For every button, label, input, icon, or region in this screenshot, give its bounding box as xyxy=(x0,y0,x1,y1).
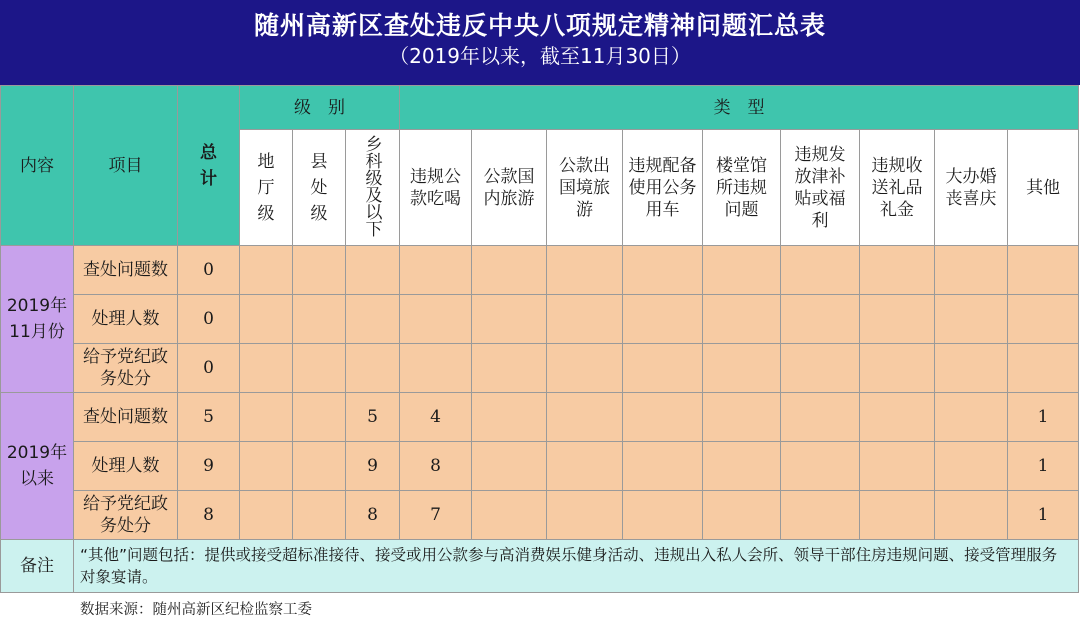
type-cell xyxy=(400,295,472,344)
row-item-label: 给予党纪政务处分 xyxy=(74,344,178,393)
header-type: 公款国内旅游 xyxy=(472,130,547,246)
header-type: 违规公款吃喝 xyxy=(400,130,472,246)
level-cell xyxy=(346,295,400,344)
type-cell: 8 xyxy=(400,442,472,491)
header-level-group: 级 别 xyxy=(240,86,400,130)
table-row xyxy=(1,295,1079,344)
type-cell xyxy=(623,491,703,540)
table-body xyxy=(1,246,1079,540)
header-type: 楼堂馆所违规问题 xyxy=(703,130,781,246)
group-label: 2019年以来 xyxy=(1,393,74,540)
table-row xyxy=(1,442,1079,491)
type-cell xyxy=(781,246,860,295)
level-cell xyxy=(240,246,293,295)
type-cell: 1 xyxy=(1008,393,1079,442)
type-cell xyxy=(935,295,1008,344)
total-cell: 0 xyxy=(178,344,240,393)
type-cell: 7 xyxy=(400,491,472,540)
type-cell xyxy=(781,344,860,393)
level-cell: 5 xyxy=(346,393,400,442)
type-cell xyxy=(400,246,472,295)
table-title: 随州高新区查处违反中央八项规定精神问题汇总表 xyxy=(253,11,826,40)
type-cell xyxy=(547,295,623,344)
type-cell xyxy=(472,344,547,393)
total-cell: 8 xyxy=(178,491,240,540)
table-row xyxy=(1,246,1079,295)
row-item-label: 处理人数 xyxy=(74,295,178,344)
table-row xyxy=(1,491,1079,540)
type-cell xyxy=(400,344,472,393)
note-text: “其他”问题包括：提供或接受超标准接待、接受或用公款参与高消费娱乐健身活动、违规出入私人会所、领导干部住房违规问题、接受管理服务对象宴请。 xyxy=(74,540,1079,593)
type-cell xyxy=(623,344,703,393)
level-cell: 8 xyxy=(346,491,400,540)
row-item-label: 查处问题数 xyxy=(74,393,178,442)
row-item-label: 给予党纪政务处分 xyxy=(74,491,178,540)
type-cell xyxy=(860,491,935,540)
header-level: 地厅级 xyxy=(240,130,293,246)
table-row xyxy=(1,344,1079,393)
level-cell: 9 xyxy=(346,442,400,491)
type-cell xyxy=(781,393,860,442)
level-cell xyxy=(346,344,400,393)
type-cell xyxy=(935,246,1008,295)
level-cell xyxy=(293,393,346,442)
type-cell xyxy=(1008,344,1079,393)
type-cell xyxy=(703,344,781,393)
level-cell xyxy=(293,344,346,393)
type-cell xyxy=(703,393,781,442)
header-content: 内容 xyxy=(1,86,74,246)
level-cell xyxy=(240,295,293,344)
type-cell xyxy=(472,393,547,442)
data-source: 数据来源：随州高新区纪检监察工委 xyxy=(80,602,312,618)
level-cell xyxy=(240,393,293,442)
type-cell xyxy=(860,295,935,344)
type-cell xyxy=(935,344,1008,393)
level-cell xyxy=(293,442,346,491)
type-cell xyxy=(472,246,547,295)
type-cell xyxy=(547,246,623,295)
type-cell xyxy=(703,295,781,344)
summary-table xyxy=(0,85,1079,593)
table-row xyxy=(1,393,1079,442)
type-cell: 4 xyxy=(400,393,472,442)
table-subtitle: （2019年以来，截至11月30日） xyxy=(389,44,691,68)
group-label: 2019年11月份 xyxy=(1,246,74,393)
type-cell xyxy=(547,442,623,491)
type-cell xyxy=(472,442,547,491)
title-bar xyxy=(0,0,1080,85)
header-type: 违规收送礼品礼金 xyxy=(860,130,935,246)
type-cell xyxy=(860,393,935,442)
type-cell xyxy=(472,491,547,540)
type-cell xyxy=(1008,246,1079,295)
type-cell: 1 xyxy=(1008,442,1079,491)
type-cell xyxy=(703,442,781,491)
header-type: 公款出国境旅游 xyxy=(547,130,623,246)
level-cell xyxy=(240,442,293,491)
type-cell xyxy=(547,344,623,393)
note-label: 备注 xyxy=(1,540,74,593)
header-item: 项目 xyxy=(74,86,178,246)
type-cell xyxy=(935,393,1008,442)
type-cell xyxy=(623,246,703,295)
header-level: 乡科级及以下 xyxy=(346,130,400,246)
header-type: 违规发放津补贴或福利 xyxy=(781,130,860,246)
type-cell xyxy=(472,295,547,344)
type-cell xyxy=(860,344,935,393)
type-cell xyxy=(935,442,1008,491)
row-item-label: 查处问题数 xyxy=(74,246,178,295)
level-cell xyxy=(293,491,346,540)
type-cell xyxy=(860,246,935,295)
total-cell: 0 xyxy=(178,295,240,344)
type-cell xyxy=(781,491,860,540)
level-cell xyxy=(293,246,346,295)
type-cell xyxy=(703,246,781,295)
type-cell xyxy=(623,295,703,344)
type-cell xyxy=(935,491,1008,540)
type-cell xyxy=(1008,295,1079,344)
header-type: 其他 xyxy=(1008,130,1079,246)
type-cell xyxy=(623,393,703,442)
type-cell xyxy=(860,442,935,491)
type-cell xyxy=(547,393,623,442)
header-level: 县处级 xyxy=(293,130,346,246)
type-cell xyxy=(623,442,703,491)
total-cell: 0 xyxy=(178,246,240,295)
header-type: 大办婚丧喜庆 xyxy=(935,130,1008,246)
level-cell xyxy=(240,491,293,540)
type-cell xyxy=(547,491,623,540)
header-total xyxy=(178,86,240,246)
row-item-label: 处理人数 xyxy=(74,442,178,491)
type-cell xyxy=(703,491,781,540)
type-cell xyxy=(781,295,860,344)
total-cell: 9 xyxy=(178,442,240,491)
header-type-group: 类 型 xyxy=(400,86,1079,130)
level-cell xyxy=(293,295,346,344)
total-cell: 5 xyxy=(178,393,240,442)
level-cell xyxy=(240,344,293,393)
type-cell: 1 xyxy=(1008,491,1079,540)
header-total-text: 总计 xyxy=(200,142,217,189)
type-cell xyxy=(781,442,860,491)
level-cell xyxy=(346,246,400,295)
header-type: 违规配备使用公务用车 xyxy=(623,130,703,246)
